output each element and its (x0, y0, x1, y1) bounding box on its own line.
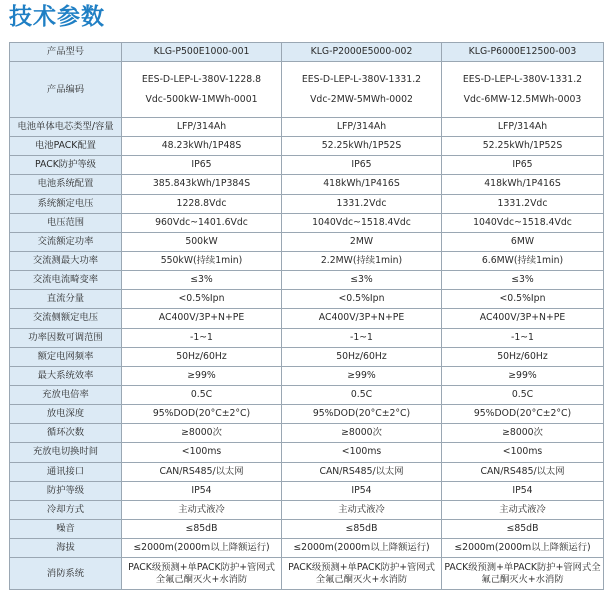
spec-row (10, 385, 604, 404)
spec-row (10, 481, 604, 500)
spec-value: ≤85dB (282, 519, 442, 538)
spec-value: -1~1 (122, 328, 282, 347)
spec-value: 50Hz/60Hz (282, 347, 442, 366)
spec-value: 960Vdc~1401.6Vdc (122, 213, 282, 232)
spec-row (10, 118, 604, 137)
product-code-cell (122, 62, 282, 118)
row-label: 电池单体电芯类型/容量 (10, 118, 122, 137)
model-name: KLG-P2000E5000-002 (282, 43, 442, 62)
spec-value: 2.2MW(持续1min) (282, 251, 442, 270)
code-line: EES-D-LEP-L-380V-1331.2 (462, 73, 583, 85)
spec-value: 6MW (442, 232, 604, 251)
row-label: 系统额定电压 (10, 194, 122, 213)
spec-value: 6.6MW(持续1min) (442, 251, 604, 270)
spec-value: 418kWh/1P416S (282, 175, 442, 194)
spec-value: AC400V/3P+N+PE (442, 309, 604, 328)
spec-value: IP65 (282, 156, 442, 175)
spec-row (10, 366, 604, 385)
spec-row (10, 156, 604, 175)
fire-system-cell (282, 558, 442, 590)
spec-value: IP54 (442, 481, 604, 500)
spec-value: ≥8000次 (442, 424, 604, 443)
spec-value: ≤3% (122, 271, 282, 290)
spec-value: 0.5C (122, 385, 282, 404)
spec-value: 2MW (282, 232, 442, 251)
row-label: 交流测最大功率 (10, 251, 122, 270)
spec-row (10, 309, 604, 328)
spec-value: CAN/RS485/以太网 (122, 462, 282, 481)
spec-row (10, 328, 604, 347)
spec-value: IP54 (122, 481, 282, 500)
spec-value: ≥8000次 (122, 424, 282, 443)
row-label: PACK防护等级 (10, 156, 122, 175)
spec-row (10, 290, 604, 309)
spec-value: <100ms (282, 443, 442, 462)
spec-value: ≤85dB (122, 519, 282, 538)
row-label: 交流额定功率 (10, 232, 122, 251)
spec-value: 500kW (122, 232, 282, 251)
spec-row (10, 519, 604, 538)
spec-value: 1040Vdc~1518.4Vdc (282, 213, 442, 232)
spec-value: 52.25kWh/1P52S (282, 137, 442, 156)
spec-value: ≥99% (442, 366, 604, 385)
spec-row (10, 137, 604, 156)
spec-row (10, 271, 604, 290)
row-label: 充放电倍率 (10, 385, 122, 404)
fire-line: PACK级预测+单PACK防护+管网式 (128, 561, 275, 573)
spec-value: AC400V/3P+N+PE (282, 309, 442, 328)
row-label: 交流侧额定电压 (10, 309, 122, 328)
spec-value: -1~1 (442, 328, 604, 347)
spec-value: 主动式液冷 (122, 500, 282, 519)
row-label: 交流电流畸变率 (10, 271, 122, 290)
spec-table (9, 42, 604, 590)
model-name: KLG-P6000E12500-003 (442, 43, 604, 62)
spec-value: CAN/RS485/以太网 (442, 462, 604, 481)
row-label: 电池PACK配置 (10, 137, 122, 156)
spec-value: LFP/314Ah (282, 118, 442, 137)
fire-system-row (10, 558, 604, 590)
table-header-row (10, 43, 604, 62)
spec-value: CAN/RS485/以太网 (282, 462, 442, 481)
spec-value: ≤2000m(2000m以上降额运行) (442, 539, 604, 558)
spec-value: LFP/314Ah (442, 118, 604, 137)
spec-value: <0.5%Ipn (282, 290, 442, 309)
spec-row (10, 405, 604, 424)
model-name: KLG-P500E1000-001 (122, 43, 282, 62)
spec-row (10, 175, 604, 194)
product-code-cell (282, 62, 442, 118)
fire-line: 氟己酮灭火+水消防 (481, 573, 564, 585)
spec-value: 1228.8Vdc (122, 194, 282, 213)
spec-value: AC400V/3P+N+PE (122, 309, 282, 328)
spec-value: LFP/314Ah (122, 118, 282, 137)
spec-row (10, 194, 604, 213)
spec-value: 95%DOD(20°C±2°C) (442, 405, 604, 424)
row-label: 产品编码 (10, 62, 122, 118)
row-label: 消防系统 (10, 558, 122, 590)
header-label: 产品型号 (10, 43, 122, 62)
spec-value: ≥99% (122, 366, 282, 385)
row-label: 噪音 (10, 519, 122, 538)
spec-value: 1331.2Vdc (282, 194, 442, 213)
spec-value: IP54 (282, 481, 442, 500)
code-line: EES-D-LEP-L-380V-1331.2 (301, 73, 422, 85)
row-label: 循环次数 (10, 424, 122, 443)
row-label: 冷却方式 (10, 500, 122, 519)
code-line: EES-D-LEP-L-380V-1228.8 (141, 73, 262, 85)
spec-value: IP65 (442, 156, 604, 175)
spec-value: 385.843kWh/1P384S (122, 175, 282, 194)
row-label: 额定电网频率 (10, 347, 122, 366)
spec-value: 52.25kWh/1P52S (442, 137, 604, 156)
spec-value: -1~1 (282, 328, 442, 347)
spec-row (10, 462, 604, 481)
row-label: 放电深度 (10, 405, 122, 424)
spec-row (10, 424, 604, 443)
spec-value: 418kWh/1P416S (442, 175, 604, 194)
row-label: 通讯接口 (10, 462, 122, 481)
spec-value: 主动式液冷 (442, 500, 604, 519)
spec-value: 0.5C (442, 385, 604, 404)
row-label: 电压范围 (10, 213, 122, 232)
spec-value: 95%DOD(20°C±2°C) (122, 405, 282, 424)
spec-value: 50Hz/60Hz (442, 347, 604, 366)
spec-value: IP65 (122, 156, 282, 175)
fire-line: 全氟己酮灭火+水消防 (155, 573, 248, 585)
row-label: 电池系统配置 (10, 175, 122, 194)
spec-table-body (10, 43, 604, 590)
product-code-cell (442, 62, 604, 118)
fire-line: 全氟己酮灭火+水消防 (315, 573, 408, 585)
fire-system-cell (122, 558, 282, 590)
spec-value: ≤2000m(2000m以上降额运行) (122, 539, 282, 558)
fire-line: PACK级预测+单PACK防护+管网式全 (444, 561, 601, 573)
spec-value: ≥8000次 (282, 424, 442, 443)
spec-value: ≤2000m(2000m以上降额运行) (282, 539, 442, 558)
row-label: 直流分量 (10, 290, 122, 309)
spec-row (10, 232, 604, 251)
code-line: Vdc-500kW-1MWh-0001 (145, 93, 258, 105)
spec-value: 主动式液冷 (282, 500, 442, 519)
spec-value: 48.23kWh/1P48S (122, 137, 282, 156)
code-line: Vdc-2MW-5MWh-0002 (310, 93, 413, 105)
spec-value: 95%DOD(20°C±2°C) (282, 405, 442, 424)
spec-value: ≥99% (282, 366, 442, 385)
spec-value: <100ms (442, 443, 604, 462)
fire-line: PACK级预测+单PACK防护+管网式 (288, 561, 435, 573)
spec-value: ≤3% (282, 271, 442, 290)
row-label: 功率因数可调范围 (10, 328, 122, 347)
spec-row (10, 539, 604, 558)
row-label: 最大系统效率 (10, 366, 122, 385)
spec-value: <100ms (122, 443, 282, 462)
spec-value: 50Hz/60Hz (122, 347, 282, 366)
spec-value: 1331.2Vdc (442, 194, 604, 213)
spec-value: <0.5%Ipn (442, 290, 604, 309)
fire-system-cell (442, 558, 604, 590)
row-label: 防护等级 (10, 481, 122, 500)
spec-row (10, 347, 604, 366)
spec-row (10, 443, 604, 462)
page-title: 技术参数 (9, 4, 105, 30)
spec-value: ≤85dB (442, 519, 604, 538)
code-line: Vdc-6MW-12.5MWh-0003 (463, 93, 582, 105)
spec-value: 0.5C (282, 385, 442, 404)
spec-row (10, 500, 604, 519)
row-label: 充放电切换时间 (10, 443, 122, 462)
spec-value: <0.5%Ipn (122, 290, 282, 309)
row-label: 海拔 (10, 539, 122, 558)
spec-value: 550kW(持续1min) (122, 251, 282, 270)
spec-row (10, 213, 604, 232)
spec-value: 1040Vdc~1518.4Vdc (442, 213, 604, 232)
product-code-row (10, 62, 604, 118)
spec-row (10, 251, 604, 270)
spec-value: ≤3% (442, 271, 604, 290)
